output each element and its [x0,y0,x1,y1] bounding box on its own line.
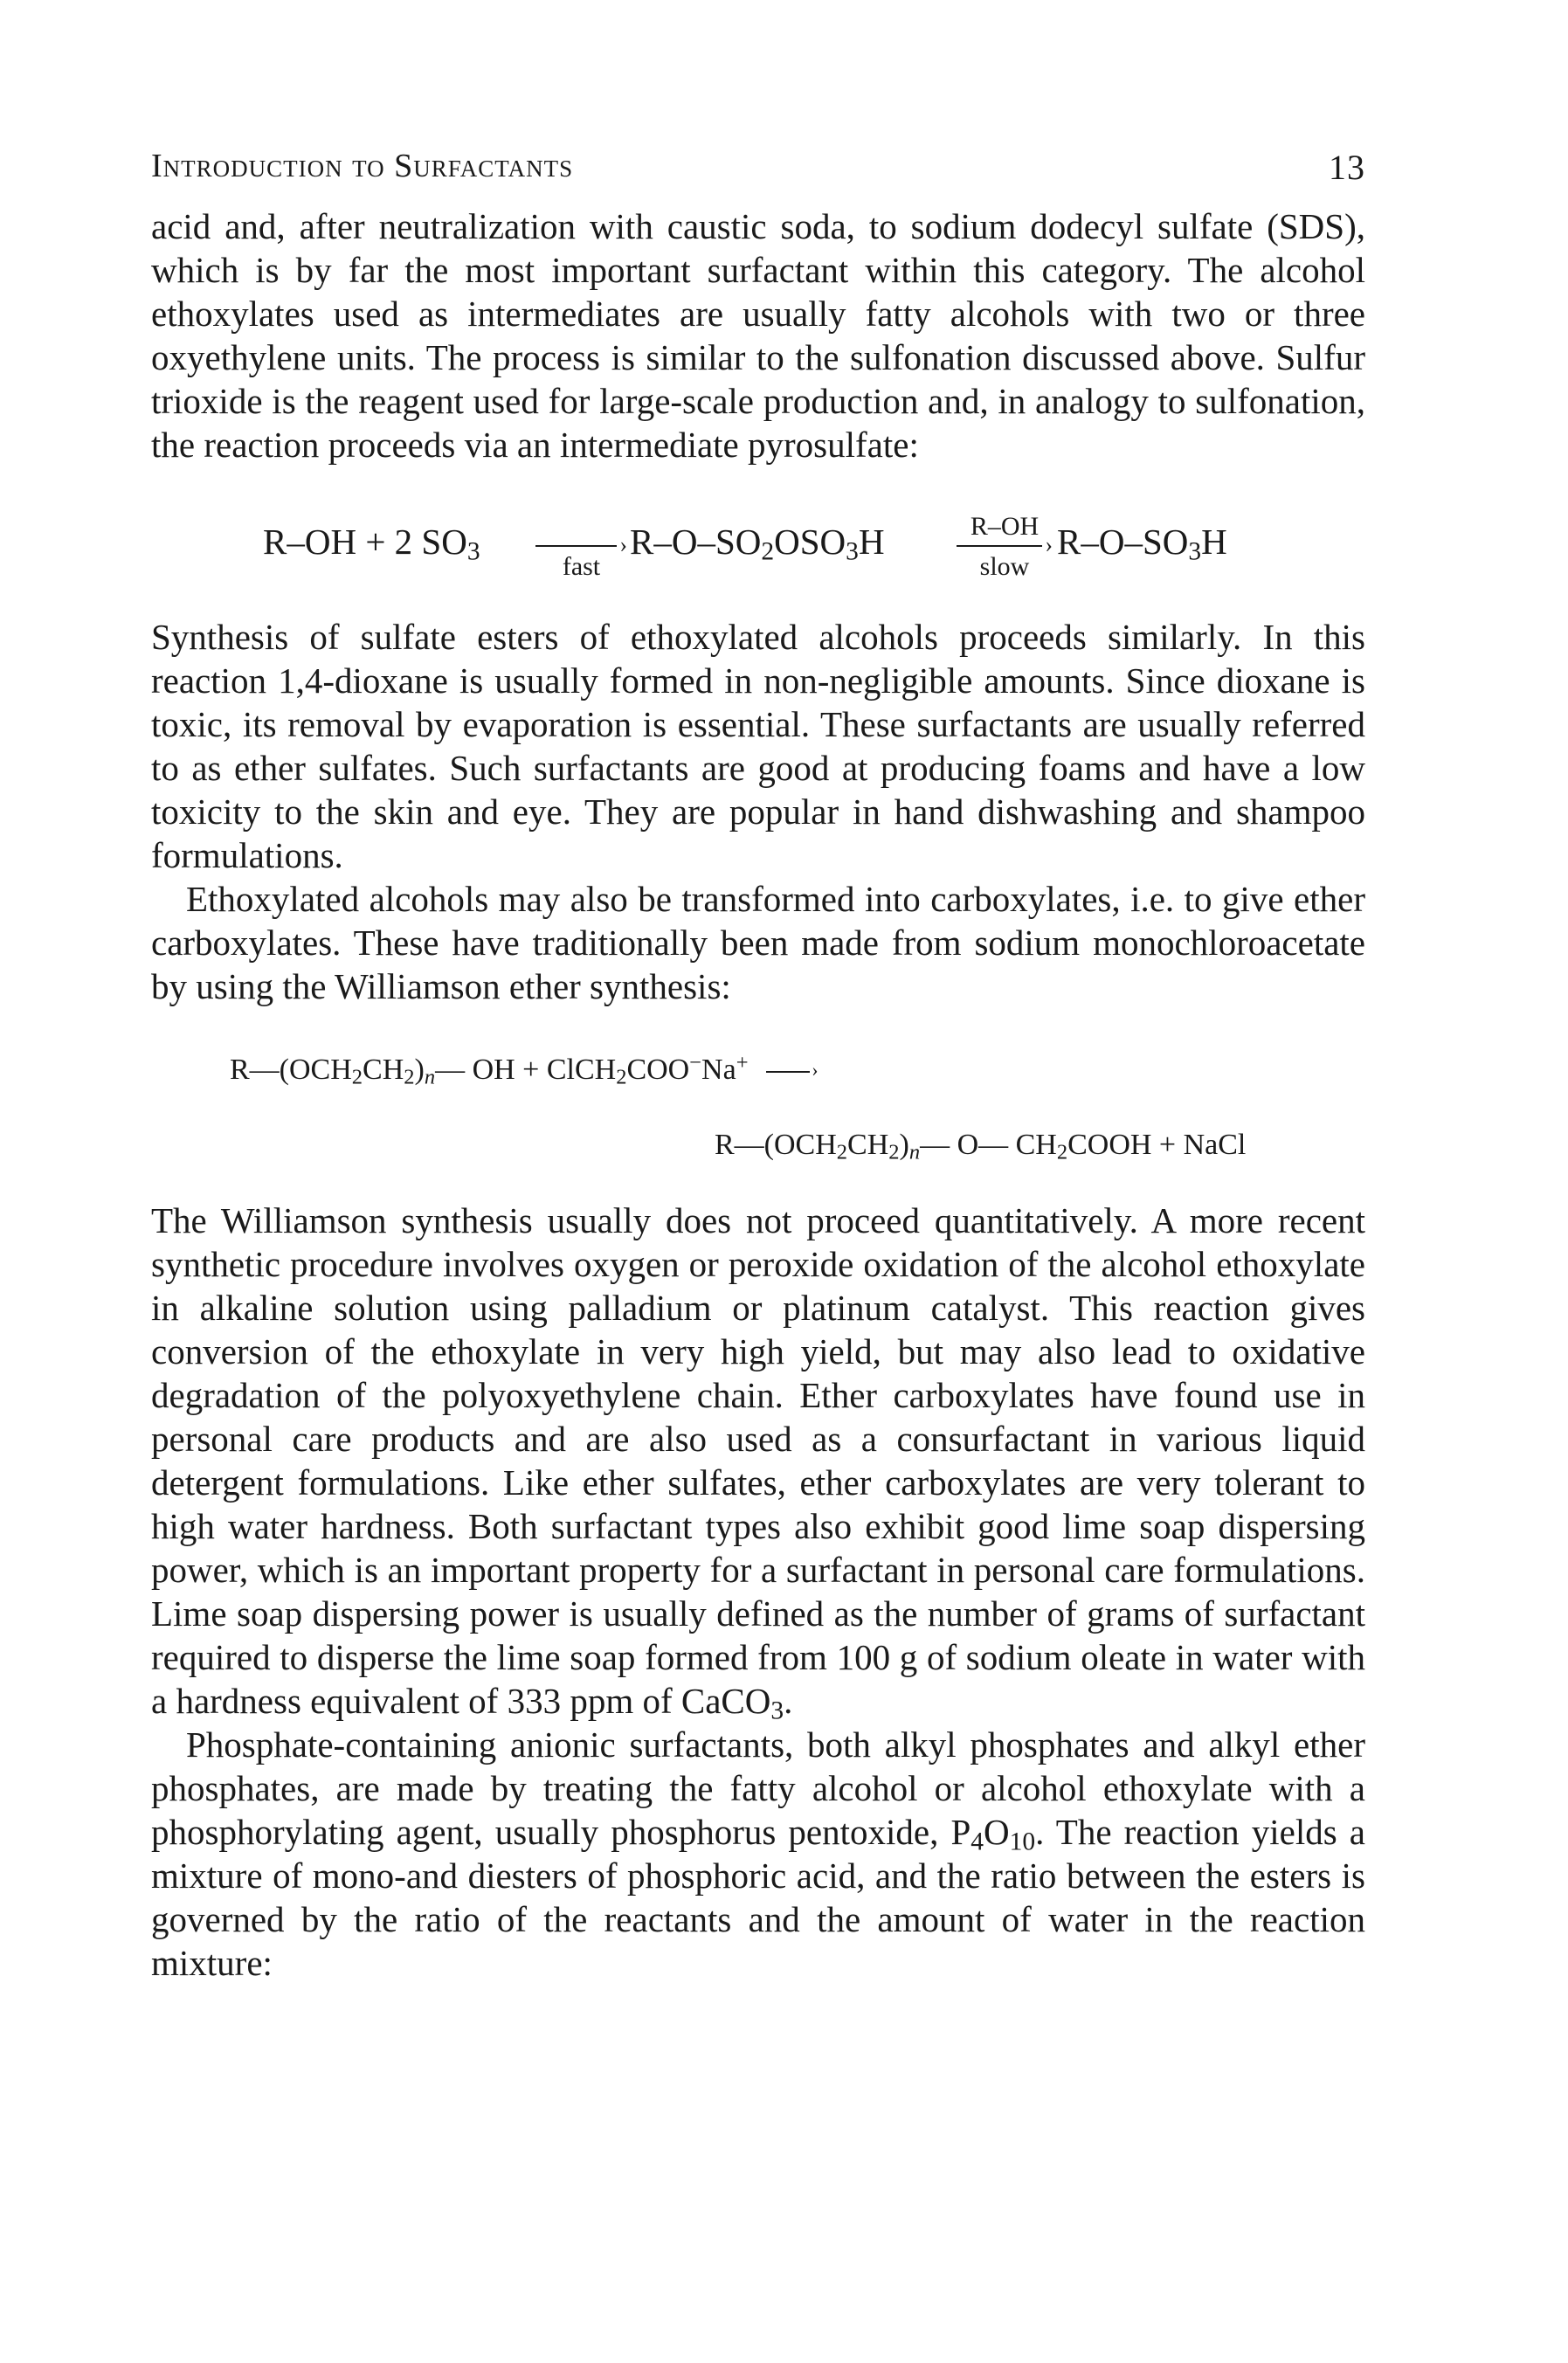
eq1-intermediate: $R-O-SO_2OSO_3H$ [630,522,885,566]
eq1-arrow-fast [535,512,627,581]
paragraph-4: The Williamson synthesis usually does not proceed quantitatively. A more recent synthetic procedure involves oxygen or peroxide oxidation of the alcohol ethoxylate in alkaline solution using palladium or platinum catalyst. This reaction gives conversion of the ethoxylate in very high yield, but may also lead to oxidative degradation of the polyoxyethylene chain. Ether carboxylates have found use in personal care products and are also used as a consurfactant in various liquid detergent formulations. Like ether sulfates, ether carboxylates are very tolerant to high water hardness. Both surfactant types also exhibit good lime soap dispersing power, which is an important property for a surfactant in personal care formulations. Lime soap dispersing power is usually defined as the number of grams of surfactant required to disperse the lime soap formed from 100 g of sodium oleate in water with a hardness equivalent of 333 ppm of CaCO$_3$. [151,1200,1365,1725]
arrow-label-fast: fast [562,552,601,581]
arrow-head-icon: › [1045,532,1053,557]
equation-sulfation [151,486,1365,608]
arrow-head-icon: › [812,1059,819,1081]
eq2-line-1: $R—(OCH_2CH_2)_n—$ OH + ClCH$_2$COO−Na+ › [230,1050,819,1089]
arrow-label-slow: slow [979,552,1030,581]
paragraph-5: Phosphate-containing anionic surfactants, both alkyl phosphates and alkyl ether phosphates, are made by treating the fatty alcohol or alcohol ethoxylate with a phosphorylating agent, usually phosphorus pentoxide, $P_4O_{10}$. The reaction yields a mixture of mono-and diesters of phosphoric acid, and the ratio between the esters is governed by the ratio of the reactants and the amount of water in the reaction mixture: [151,1724,1366,1983]
page [151,140,1365,1985]
eq2-arrow [766,1059,819,1081]
eq1-arrow-slow [957,512,1053,581]
page-number: 13 [1329,148,1365,187]
arrow-head-icon: › [619,532,627,557]
arrow-line [535,545,617,547]
eq2-line-2: $R—(OCH_2CH_2)_n—$ O— $CH_2COOH$ + NaCl [715,1129,1247,1164]
running-title: Introduction to Surfactants [151,148,574,184]
arrow-line [957,545,1042,547]
paragraph-1: acid and, after neutralization with caustic soda, to sodium dodecyl sulfate (SDS), which is by far the most important surfactant within this category. The alcohol ethoxylates used as intermediates are usually fatty alcohols with two or three oxyethylene units. The process is similar to the sulfonation discussed above. Sulfur trioxide is the reagent used for large-scale production and, in analogy to sulfonation, the reaction proceeds via an intermediate pyrosulfate: [151,206,1365,465]
arrow-label-roh: R–OH [970,512,1040,541]
eq1-product: $R-O-SO_3H$ [1057,522,1227,566]
paragraph-2: Synthesis of sulfate esters of ethoxylated alcohols proceeds similarly. In this reaction 1,4-dioxane is usually formed in non-negligible amounts. Since dioxane is toxic, its removal by evaporation is essential. These surfactants are usually referred to as ether sulfates. Such surfactants are good at producing foams and have a low toxicity to the skin and eye. They are popular in hand dishwashing and shampoo formulations. [151,617,1365,875]
paragraph-3: Ethoxylated alcohols may also be transformed into carboxylates, i.e. to give ether carboxylates. These have traditionally been made from sodium monochloroacetate by using the Williamson ether synthesis: [151,879,1365,1006]
equation-williamson [151,1034,1365,1183]
eq1-reactants: R–OH + 2 $SO_3$ [263,522,480,566]
running-header [151,140,1365,192]
